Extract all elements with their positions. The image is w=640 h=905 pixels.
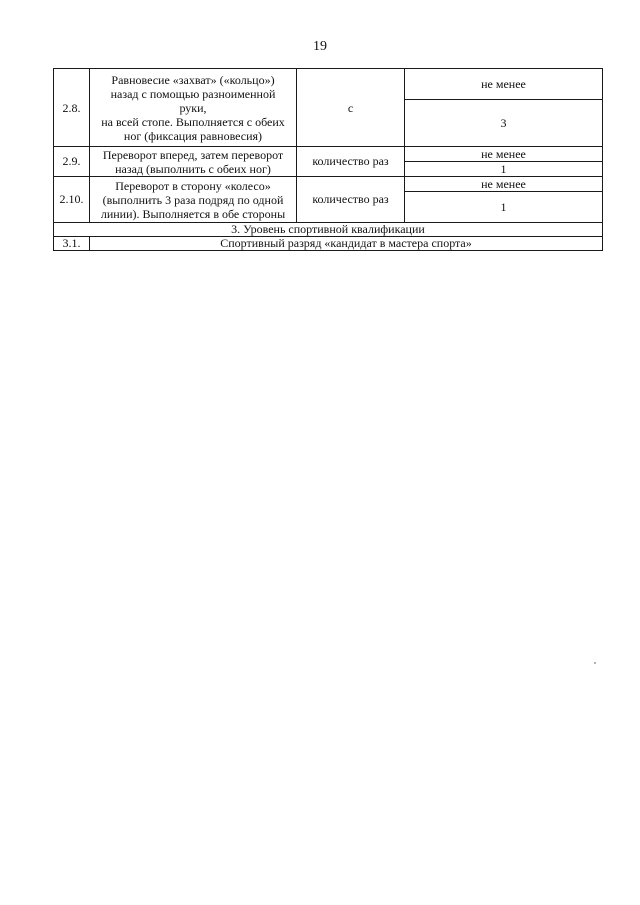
unit-cell: количество раз xyxy=(297,147,405,177)
exercise-name-cell xyxy=(90,69,297,147)
qualification-cell: Спортивный разряд «кандидат в мастера спорта» xyxy=(90,237,603,251)
unit-cell: с xyxy=(297,69,405,147)
exercise-name-line: назад с помощью разноименной xyxy=(110,86,276,101)
exercise-name-line: на всей стопе. Выполняется с обеих xyxy=(101,114,285,129)
norm-label-cell: не менее xyxy=(405,69,603,100)
unit-cell: количество раз xyxy=(297,177,405,223)
table-row xyxy=(54,177,603,192)
norm-value-cell: 3 xyxy=(405,100,603,147)
exercise-name-line: (выполнить 3 раза подряд по одной xyxy=(102,192,284,207)
scan-speck xyxy=(594,662,596,664)
norm-label-cell: не менее xyxy=(405,177,603,192)
section-heading: 3. Уровень спортивной квалификации xyxy=(54,223,603,237)
exercise-name-line: руки, xyxy=(179,100,207,115)
exercise-name-cell xyxy=(90,147,297,177)
row-number-cell: 2.9. xyxy=(54,147,90,177)
row-number-cell: 2.8. xyxy=(54,69,90,147)
norm-label-cell: не менее xyxy=(405,147,603,162)
exercise-name-line: назад (выполнить с обеих ног) xyxy=(115,161,271,176)
page-number: 19 xyxy=(313,39,327,54)
row-number-cell: 3.1. xyxy=(54,237,90,251)
row-number-cell: 2.10. xyxy=(54,177,90,223)
exercise-name-line: ног (фиксация равновесия) xyxy=(123,128,263,143)
exercise-name-line: Переворот вперед, затем переворот xyxy=(102,147,284,162)
section-row xyxy=(54,223,603,237)
standards-table xyxy=(53,68,603,251)
table-row xyxy=(54,69,603,100)
table-row xyxy=(54,237,603,251)
norm-value-cell: 1 xyxy=(405,162,603,177)
exercise-name-cell xyxy=(90,177,297,223)
table-row xyxy=(54,147,603,162)
exercise-name-line: линии). Выполняется в обе стороны xyxy=(100,206,286,221)
exercise-name-line: Переворот в сторону «колесо» xyxy=(115,178,271,193)
norm-value-cell: 1 xyxy=(405,192,603,223)
exercise-name-line: Равновесие «захват» («кольцо») xyxy=(111,72,275,87)
